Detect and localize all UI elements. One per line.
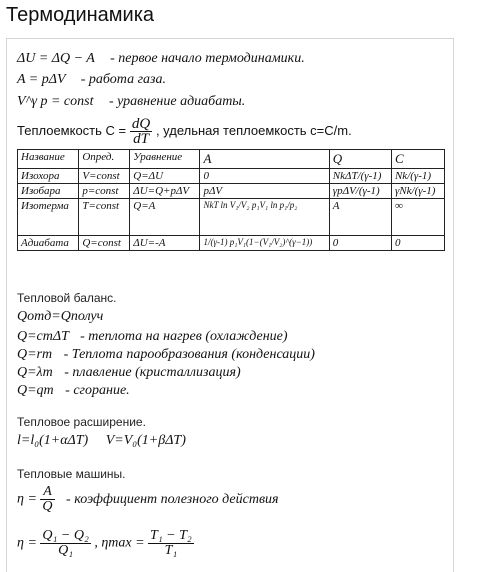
table-cell: Адиабата (18, 236, 79, 251)
table-cell: Q=A (130, 199, 200, 236)
expansion-line (17, 433, 186, 449)
efficiency-max-den: T₁ (164, 543, 178, 558)
heat-capacity-num: dQ (131, 116, 151, 132)
table-cell: Изобара (18, 184, 79, 199)
efficiency-formulas-line (17, 529, 194, 558)
heat-balance-line (17, 365, 241, 381)
first-law-line (17, 51, 305, 67)
first-law-formula: ΔU = ΔQ − A (17, 51, 95, 66)
efficiency-max-symbol: , ηmax = (94, 535, 145, 551)
table-cell: pΔV (200, 184, 329, 199)
heat-formula: Q=rm (17, 347, 53, 362)
table-cell: NkT ln V₁/V₂ p₁V₁ ln p₁/p₂ (200, 199, 329, 236)
efficiency-max-fraction (148, 529, 194, 558)
adiabat-line (17, 94, 245, 110)
heat-desc: - плавление (кристаллизация) (64, 365, 241, 380)
heat-capacity-rest: , удельная теплоемкость c=C/m. (155, 122, 352, 138)
adiabat-desc: - уравнение адиабаты. (108, 94, 246, 109)
heat-desc: - Теплота парообразования (конденсации) (63, 347, 315, 362)
heat-balance-line (17, 329, 288, 345)
efficiency-heat-den: Q₁ (58, 543, 74, 558)
first-law-desc: - первое начало термодинамики. (110, 51, 305, 66)
table-cell: ∞ (391, 199, 444, 236)
gas-work-line (17, 72, 166, 88)
gas-work-formula: A = pΔV (17, 72, 66, 87)
heat-balance-eq: Qотд=Qполуч (17, 309, 104, 324)
heat-formula: Q=qm (17, 383, 54, 398)
formula-card (6, 38, 454, 572)
heat-capacity-den: dT (133, 131, 149, 147)
efficiency-heat-fraction (40, 529, 90, 558)
table-cell: T=const (79, 199, 130, 236)
volume-expansion-formula: V=V₀(1+βΔT) (105, 433, 186, 448)
table-cell: 0 (200, 169, 329, 184)
engines-heading: Тепловые машины. (17, 467, 126, 481)
header-name: Название (18, 150, 79, 169)
table-row (18, 184, 445, 199)
efficiency-desc: - коэффициент полезного действия (66, 491, 279, 507)
table-cell: p=const (79, 184, 130, 199)
heat-desc: - сгорание. (65, 383, 130, 398)
table-cell: 0 (391, 236, 444, 251)
processes-table (17, 149, 445, 251)
efficiency-symbol: η = (17, 491, 37, 507)
heat-capacity-line (17, 117, 352, 146)
table-cell: NkΔT/(γ-1) (329, 169, 391, 184)
heat-capacity-label: Теплоемкость C = (17, 122, 127, 138)
table-cell: Q=ΔU (130, 169, 200, 184)
efficiency-fraction (40, 485, 54, 514)
gas-work-desc: - работа газа. (80, 72, 166, 87)
table-row (18, 236, 445, 251)
efficiency-num: A (40, 485, 54, 500)
header-c: C (391, 150, 444, 169)
table-cell: Изотерма (18, 199, 79, 236)
heat-balance-line (17, 347, 315, 363)
header-eq: Уравнение (130, 150, 200, 169)
heat-formula: Q=λm (17, 365, 53, 380)
table-cell: ΔU=Q+pΔV (130, 184, 200, 199)
heat-desc: - теплота на нагрев (охлаждение) (80, 329, 288, 344)
expansion-heading: Тепловое расширение. (17, 415, 146, 429)
table-row (18, 199, 445, 236)
efficiency-symbol: η = (17, 535, 37, 551)
page-title: Термодинамика (6, 4, 155, 26)
efficiency-max-num: T₁ − T₂ (150, 528, 192, 543)
heat-balance-line (17, 383, 130, 399)
heat-capacity-fraction (130, 117, 152, 146)
linear-expansion-formula: l=l₀(1+αΔT) (17, 433, 89, 448)
table-cell: Q=const (79, 236, 130, 251)
table-cell: γNk/(γ-1) (391, 184, 444, 199)
table-row (18, 169, 445, 184)
table-cell: 1/(γ-1) p₁V₁(1−(V₁/V₂)^(γ−1)) (200, 236, 329, 251)
table-cell: Nk/(γ-1) (391, 169, 444, 184)
table-cell: ΔU=-A (130, 236, 200, 251)
header-q: Q (329, 150, 391, 169)
table-cell: V=const (79, 169, 130, 184)
heat-formula: Q=cmΔT (17, 329, 69, 344)
efficiency-heat-num: Q₁ − Q₂ (42, 528, 89, 543)
table-header-row (18, 150, 445, 169)
table-cell: 0 (329, 236, 391, 251)
table-cell: γpΔV/(γ-1) (329, 184, 391, 199)
table-cell: A (329, 199, 391, 236)
header-a: A (200, 150, 329, 169)
efficiency-line (17, 485, 279, 514)
adiabat-formula: V^γ p = const (17, 94, 94, 109)
header-def: Опред. (79, 150, 130, 169)
heat-balance-heading: Тепловой баланс. (17, 291, 117, 305)
table-cell: Изохора (18, 169, 79, 184)
efficiency-den: Q (42, 499, 53, 514)
